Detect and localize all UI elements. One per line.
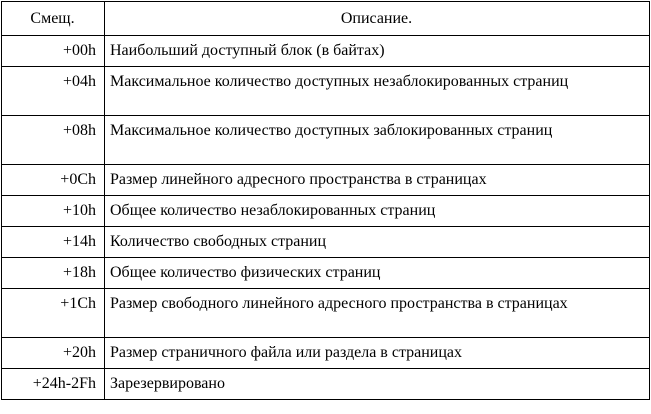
row-description: Наибольший доступный блок (в байтах) (105, 36, 650, 67)
row-description: Общее количество физических страниц (105, 258, 650, 289)
table-row (2, 116, 650, 165)
table-row (2, 289, 650, 338)
row-offset: +08h (2, 116, 105, 165)
memory-info-table (1, 1, 650, 400)
header-description: Описание. (105, 2, 650, 36)
row-offset: +14h (2, 227, 105, 258)
row-offset: +18h (2, 258, 105, 289)
row-description: Количество свободных страниц (105, 227, 650, 258)
table-row (2, 67, 650, 116)
row-offset: +0Ch (2, 165, 105, 196)
row-description: Размер свободного линейного адресного пространства в страницах (105, 289, 650, 338)
table-row (2, 165, 650, 196)
table-row (2, 196, 650, 227)
row-description: Размер линейного адресного пространства в страницах (105, 165, 650, 196)
table-row (2, 258, 650, 289)
row-offset: +10h (2, 196, 105, 227)
row-offset: +04h (2, 67, 105, 116)
row-offset: +00h (2, 36, 105, 67)
table-row (2, 36, 650, 67)
header-offset: Смещ. (2, 2, 105, 36)
row-offset: +20h (2, 338, 105, 369)
row-description: Общее количество незаблокированных страниц (105, 196, 650, 227)
table-row (2, 338, 650, 369)
row-description: Зарезервировано (105, 369, 650, 400)
row-description: Максимальное количество доступных незаблокированных страниц (105, 67, 650, 116)
table-row (2, 227, 650, 258)
row-description: Размер страничного файла или раздела в страницах (105, 338, 650, 369)
row-description: Максимальное количество доступных заблокированных страниц (105, 116, 650, 165)
row-offset: +1Ch (2, 289, 105, 338)
table-header-row (2, 2, 650, 36)
row-offset: +24h-2Fh (2, 369, 105, 400)
table-row (2, 369, 650, 400)
